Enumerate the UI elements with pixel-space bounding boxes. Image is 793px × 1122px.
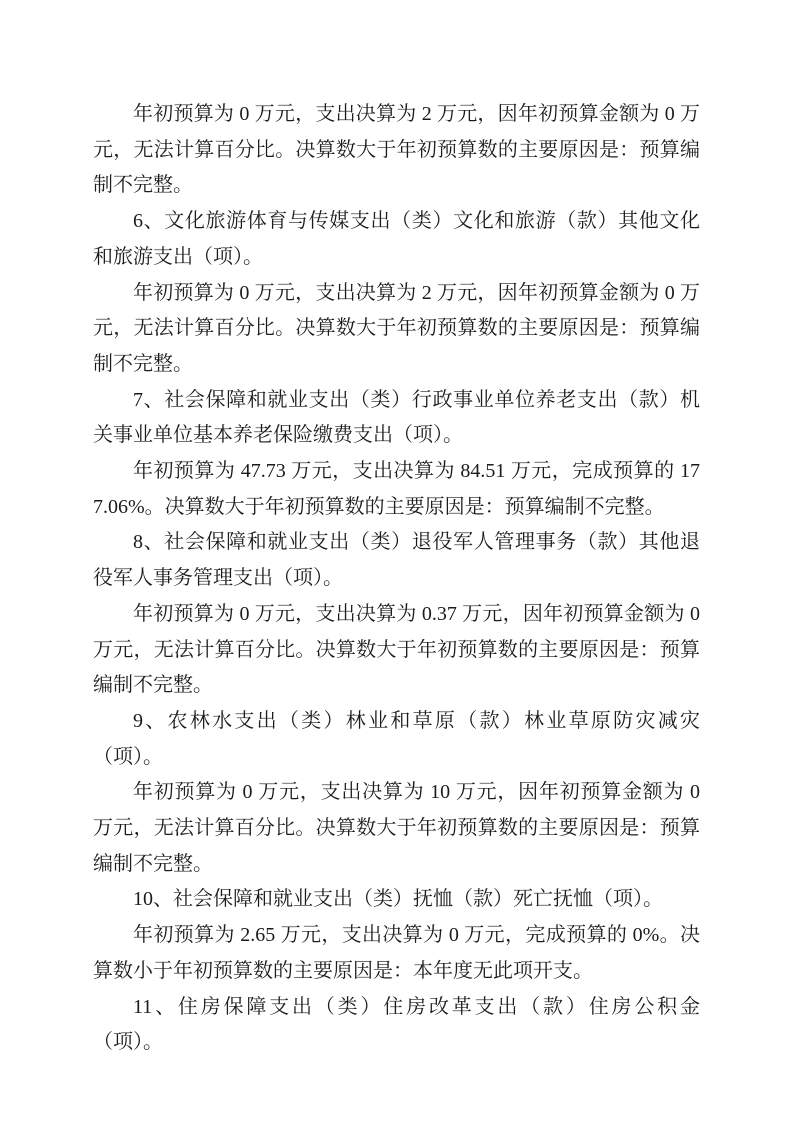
paragraph: 8、社会保障和就业支出（类）退役军人管理事务（款）其他退役军人事务管理支出（项）。 — [93, 531, 700, 590]
paragraph: 11、住房保障支出（类）住房改革支出（款）住房公积金（项）。 — [93, 995, 700, 1054]
paragraph: 年初预算为 0 万元，支出决算为 2 万元，因年初预算金额为 0 万元，无法计算百分比。决算数大于年初预算数的主要原因是：预算编制不完整。 — [93, 103, 700, 197]
paragraph: 年初预算为 2.65 万元，支出决算为 0 万元，完成预算的 0%。决算数小于年初预算数的主要原因是：本年度无此项开支。 — [93, 924, 700, 982]
paragraph: 6、文化旅游体育与传媒支出（类）文化和旅游（款）其他文化和旅游支出（项）。 — [93, 210, 700, 268]
paragraph: 年初预算为 0 万元，支出决算为 10 万元，因年初预算金额为 0 万元，无法计算百分比。决算数大于年初预算数的主要原因是：预算编制不完整。 — [93, 781, 700, 875]
paragraph: 年初预算为 0 万元，支出决算为 2 万元，因年初预算金额为 0 万元，无法计算百分比。决算数大于年初预算数的主要原因是：预算编制不完整。 — [93, 281, 700, 375]
paragraph: 9、农林水支出（类）林业和草原（款）林业草原防灾减灾（项）。 — [93, 709, 700, 768]
paragraph: 年初预算为 0 万元，支出决算为 0.37 万元，因年初预算金额为 0 万元，无法计算百分比。决算数大于年初预算数的主要原因是：预算编制不完整。 — [93, 602, 700, 697]
paragraph: 7、社会保障和就业支出（类）行政事业单位养老支出（款）机关事业单位基本养老保险缴费支出（项）。 — [93, 388, 700, 447]
document-body — [93, 97, 700, 1061]
paragraph: 年初预算为 47.73 万元，支出决算为 84.51 万元，完成预算的 177.06%。决算数大于年初预算数的主要原因是：预算编制不完整。 — [93, 460, 700, 518]
paragraph: 10、社会保障和就业支出（类）抚恤（款）死亡抚恤（项）。 — [133, 888, 663, 911]
